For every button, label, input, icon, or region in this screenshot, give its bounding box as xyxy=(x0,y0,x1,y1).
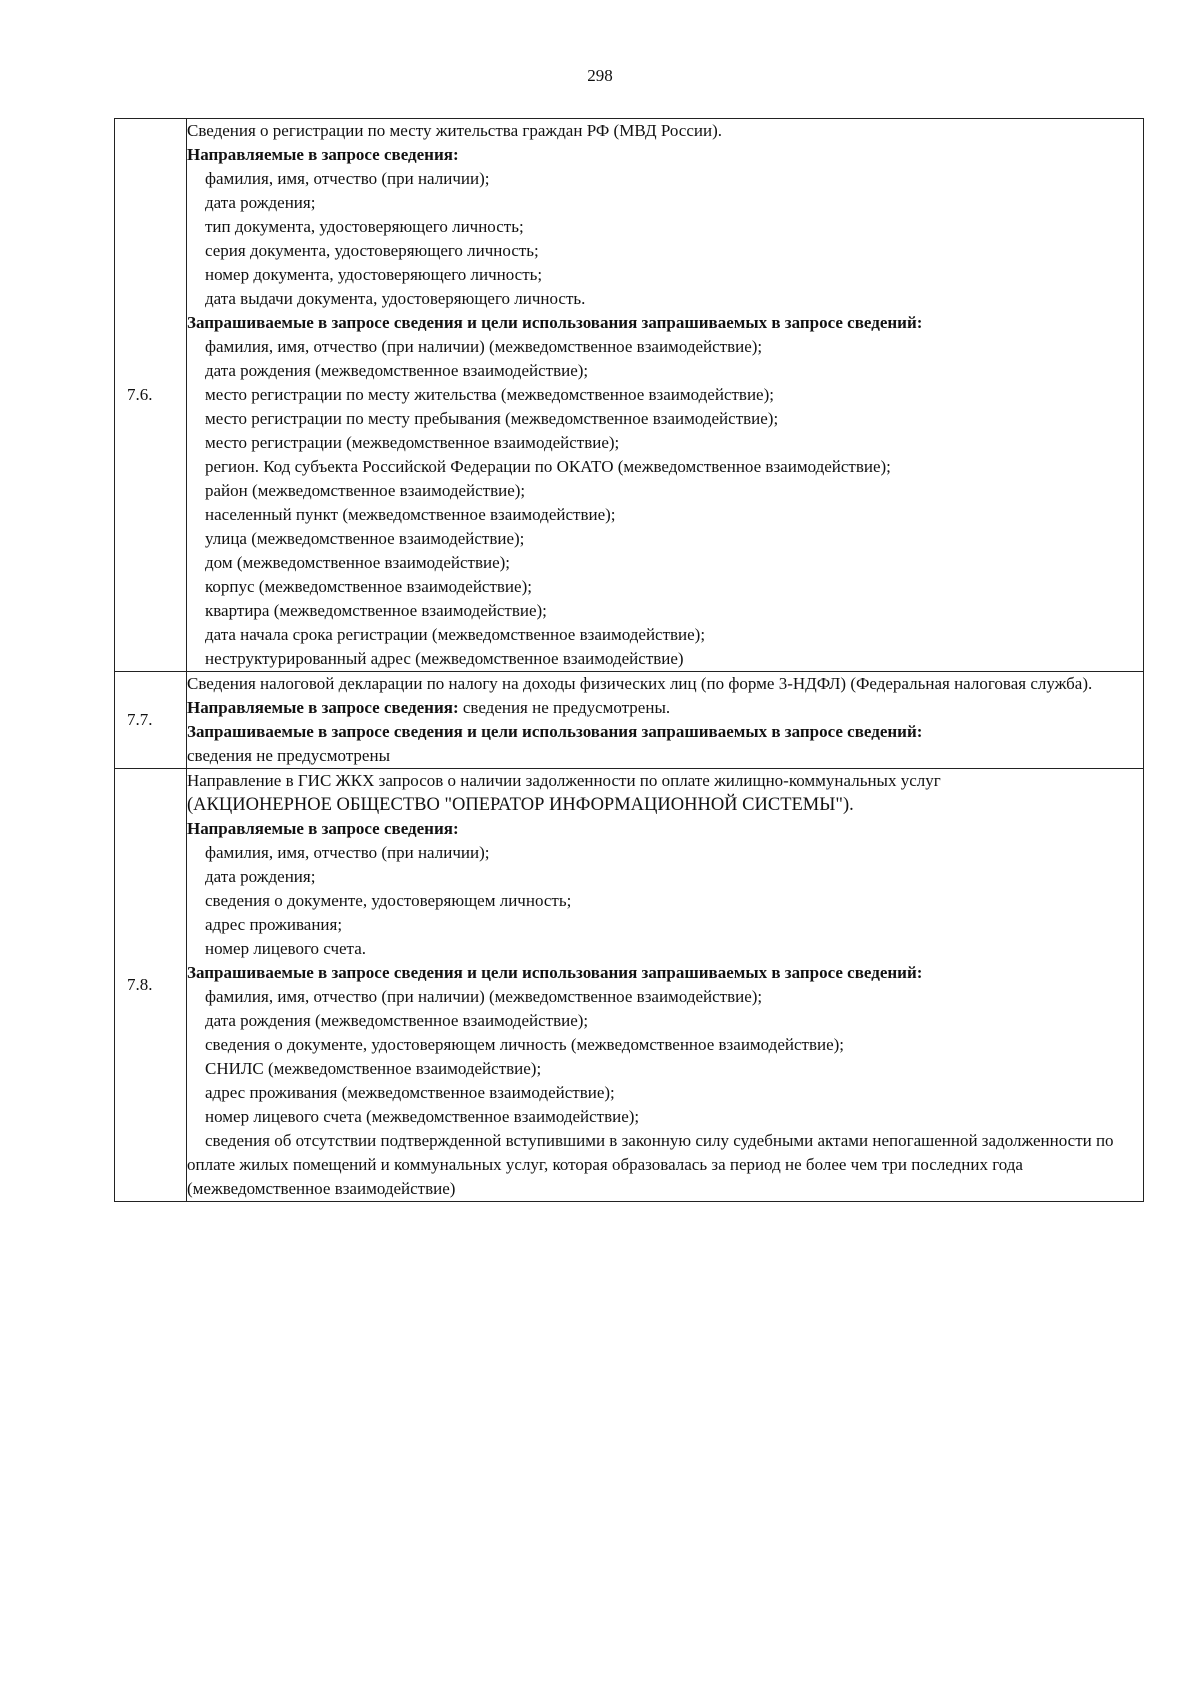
line-text: место регистрации по месту пребывания (межведомственное взаимодействие); xyxy=(205,409,779,428)
table-row xyxy=(115,769,1144,1202)
line-text: Направляемые в запросе сведения: xyxy=(187,698,459,717)
line-text: дата рождения; xyxy=(205,193,316,212)
content-line xyxy=(187,551,1143,575)
line-text: дата рождения; xyxy=(205,867,316,886)
line-text: Сведения налоговой декларации по налогу на доходы физических лиц (по форме 3-НДФЛ) (Федеральная налоговая служба). xyxy=(187,674,1093,693)
line-text: Направляемые в запросе сведения: xyxy=(187,145,459,164)
line-text: место регистрации по месту жительства (межведомственное взаимодействие); xyxy=(205,385,774,404)
section-heading xyxy=(187,696,1143,720)
row-number: 7.8. xyxy=(115,769,187,1202)
section-heading xyxy=(187,817,1143,841)
line-text: серия документа, удостоверяющего личность; xyxy=(205,241,539,260)
content-line xyxy=(187,1057,1143,1081)
line-text: номер документа, удостоверяющего личность; xyxy=(205,265,543,284)
content-line xyxy=(187,744,1143,768)
line-text: дом (межведомственное взаимодействие); xyxy=(205,553,510,572)
content-line xyxy=(187,575,1143,599)
line-text: населенный пункт (межведомственное взаимодействие); xyxy=(205,505,616,524)
content-line xyxy=(187,431,1143,455)
content-line xyxy=(187,455,1143,479)
content-line xyxy=(187,263,1143,287)
line-text: СНИЛС (межведомственное взаимодействие); xyxy=(205,1059,542,1078)
content-line xyxy=(187,1129,1143,1201)
content-line xyxy=(187,359,1143,383)
content-line xyxy=(187,937,1143,961)
line-text: фамилия, имя, отчество (при наличии); xyxy=(205,843,490,862)
section-heading xyxy=(187,143,1143,167)
line-text: фамилия, имя, отчество (при наличии) (межведомственное взаимодействие); xyxy=(205,987,763,1006)
content-line xyxy=(187,215,1143,239)
line-text: сведения не предусмотрены xyxy=(187,746,390,765)
content-line xyxy=(187,239,1143,263)
content-line xyxy=(187,1081,1143,1105)
line-text: Запрашиваемые в запросе сведения и цели использования запрашиваемых в запросе сведений: xyxy=(187,963,923,982)
line-text: сведения об отсутствии подтвержденной вступившими в законную силу судебными актами непогашенной задолженности по оплате жилых помещений и коммунальных услуг, которая образовалась за период не более чем три последних года (межведомственное взаимодействие) xyxy=(187,1131,1114,1198)
line-text: дата рождения (межведомственное взаимодействие); xyxy=(205,1011,589,1030)
content-line xyxy=(187,985,1143,1009)
line-text: корпус (межведомственное взаимодействие); xyxy=(205,577,532,596)
content-line xyxy=(187,335,1143,359)
line-text: фамилия, имя, отчество (при наличии); xyxy=(205,169,490,188)
line-text: Направляемые в запросе сведения: xyxy=(187,819,459,838)
section-heading xyxy=(187,720,1143,744)
content-line xyxy=(187,623,1143,647)
content-line xyxy=(187,191,1143,215)
line-text: номер лицевого счета (межведомственное взаимодействие); xyxy=(205,1107,640,1126)
line-text: дата начала срока регистрации (межведомственное взаимодействие); xyxy=(205,625,706,644)
table-row xyxy=(115,672,1144,769)
page-number: 298 xyxy=(587,66,613,85)
content-line xyxy=(187,167,1143,191)
line-text: Сведения о регистрации по месту жительства граждан РФ (МВД России). xyxy=(187,121,723,140)
line-text: сведения о документе, удостоверяющем личность (межведомственное взаимодействие); xyxy=(205,1035,845,1054)
row-content xyxy=(187,769,1144,1202)
content-line xyxy=(187,793,1143,817)
content-line xyxy=(187,527,1143,551)
line-tail-text: сведения не предусмотрены. xyxy=(458,698,671,717)
line-text: адрес проживания; xyxy=(205,915,343,934)
content-line xyxy=(187,1009,1143,1033)
row-number: 7.7. xyxy=(115,672,187,769)
row-content xyxy=(187,672,1144,769)
content-line xyxy=(187,889,1143,913)
line-text: квартира (межведомственное взаимодействие); xyxy=(205,601,547,620)
line-text: улица (межведомственное взаимодействие); xyxy=(205,529,525,548)
content-line xyxy=(187,647,1143,671)
line-text: (АКЦИОНЕРНОЕ ОБЩЕСТВО "ОПЕРАТОР ИНФОРМАЦИОННОЙ СИСТЕМЫ"). xyxy=(187,795,854,815)
content-line xyxy=(187,503,1143,527)
line-text: номер лицевого счета. xyxy=(205,939,366,958)
line-text: Запрашиваемые в запросе сведения и цели использования запрашиваемых в запросе сведений: xyxy=(187,722,923,741)
section-heading xyxy=(187,961,1143,985)
row-content xyxy=(187,119,1144,672)
requests-table xyxy=(114,118,1144,1202)
content-line xyxy=(187,287,1143,311)
content-line xyxy=(187,407,1143,431)
line-text: Запрашиваемые в запросе сведения и цели использования запрашиваемых в запросе сведений: xyxy=(187,313,923,332)
line-text: адрес проживания (межведомственное взаимодействие); xyxy=(205,1083,615,1102)
content-line xyxy=(187,865,1143,889)
row-number: 7.6. xyxy=(115,119,187,672)
line-text: регион. Код субъекта Российской Федерации по ОКАТО (межведомственное взаимодействие); xyxy=(205,457,891,476)
line-text: фамилия, имя, отчество (при наличии) (межведомственное взаимодействие); xyxy=(205,337,763,356)
content-line xyxy=(187,119,1143,143)
content-line xyxy=(187,599,1143,623)
line-text: место регистрации (межведомственное взаимодействие); xyxy=(205,433,620,452)
content-line xyxy=(187,841,1143,865)
content-line xyxy=(187,769,1143,793)
line-text: район (межведомственное взаимодействие); xyxy=(205,481,526,500)
line-text: сведения о документе, удостоверяющем личность; xyxy=(205,891,572,910)
content-line xyxy=(187,479,1143,503)
line-text: дата рождения (межведомственное взаимодействие); xyxy=(205,361,589,380)
content-line xyxy=(187,672,1143,696)
section-heading xyxy=(187,311,1143,335)
table-body xyxy=(115,119,1144,1202)
line-text: тип документа, удостоверяющего личность; xyxy=(205,217,524,236)
content-line xyxy=(187,1033,1143,1057)
line-text: неструктурированный адрес (межведомственное взаимодействие) xyxy=(205,649,684,668)
line-text: Направление в ГИС ЖКХ запросов о наличии задолженности по оплате жилищно-коммунальных услуг xyxy=(187,771,941,790)
line-text: дата выдачи документа, удостоверяющего личность. xyxy=(205,289,586,308)
content-line xyxy=(187,913,1143,937)
content-line xyxy=(187,1105,1143,1129)
table-row xyxy=(115,119,1144,672)
content-line xyxy=(187,383,1143,407)
